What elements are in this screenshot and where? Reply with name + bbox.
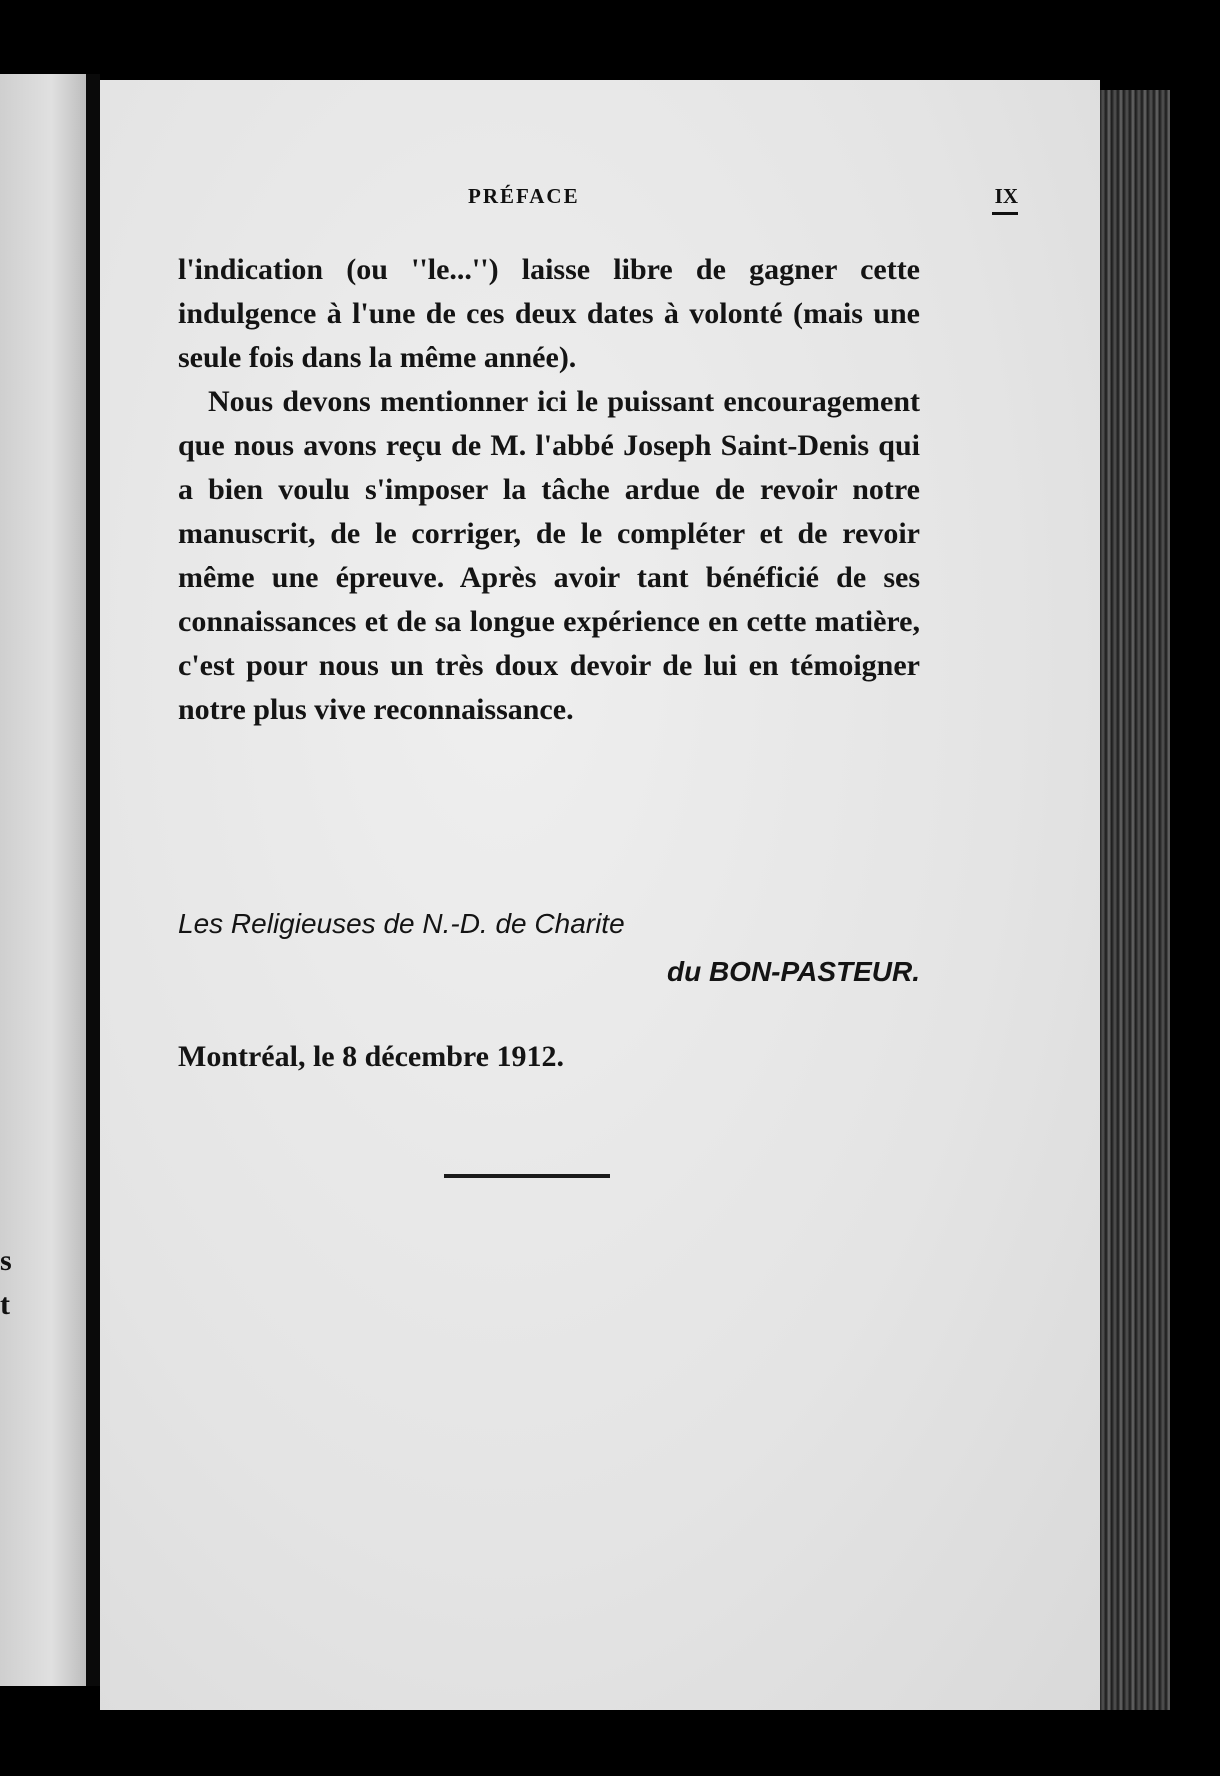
left-page-fragment: s	[0, 1244, 12, 1277]
signature-line: Les Religieuses de N.-D. de Charite	[178, 908, 625, 939]
paragraph: l'indication (ou ''le...'') laisse libre de gagner cette indulgence à l'une de ces deux dates à volonté (mais une seule fois dans la même année).	[178, 253, 920, 374]
bottom-shadow	[100, 1710, 1170, 1776]
running-header	[100, 184, 1100, 214]
page-number: IX	[994, 184, 1018, 208]
book-gutter	[86, 74, 100, 1686]
header-title: PRÉFACE	[468, 184, 580, 208]
book-page	[100, 80, 1100, 1710]
left-page-fragment: t	[0, 1288, 10, 1321]
paragraph: Nous devons mentionner ici le puissant encouragement que nous avons reçu de M. l'abbé Joseph Saint-Denis qui a bien voulu s'imposer la tâche ardue de revoir notre manuscrit, de le corriger, de le compléter et de revoir même une épreuve. Après avoir tant bénéficié de ses connaissances et de sa longue expérience en cette matière, c'est pour nous un très doux devoir de lui en témoigner notre plus vive reconnaissance.	[178, 385, 920, 726]
signature-block	[178, 900, 920, 996]
signature-line: du BON-PASTEUR.	[666, 956, 920, 987]
closing-rule	[444, 1174, 610, 1178]
dateline: Montréal, le 8 décembre 1912.	[178, 1040, 565, 1073]
header-underline	[992, 212, 1018, 215]
left-page-edge	[0, 74, 86, 1686]
page-stack-edge	[1100, 90, 1170, 1710]
body-text	[178, 248, 920, 732]
